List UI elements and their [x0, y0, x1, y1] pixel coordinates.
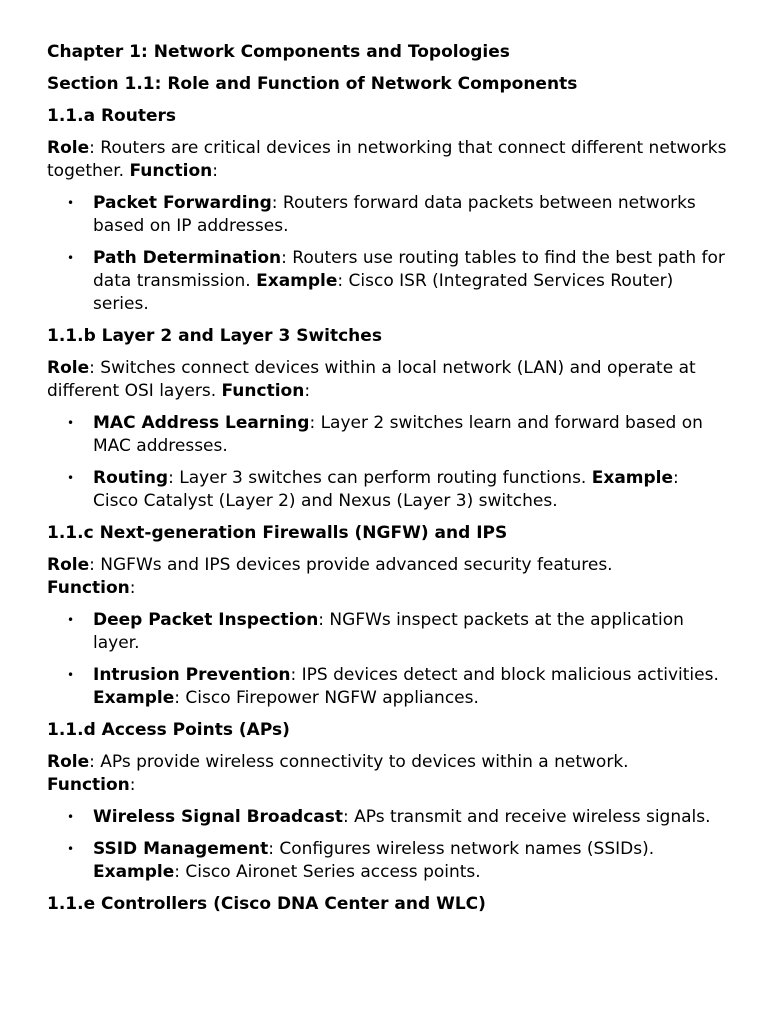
bullet-text: : IPS devices detect and block malicious activities.: [290, 665, 719, 685]
bullet-icon: •: [67, 416, 75, 430]
role-label: Role: [47, 555, 90, 575]
subsection-heading: 1.1.b Layer 2 and Layer 3 Switches: [47, 326, 382, 346]
bullet-text: : Layer 2 switches learn and forward based on MAC addresses.: [93, 413, 703, 456]
role-paragraph: Role: Switches connect devices within a local network (LAN) and operate at different OSI layers. Function:: [47, 358, 696, 401]
role-text: : APs provide wireless connectivity to devices within a network.: [89, 752, 629, 772]
bullet-term: Routing: [93, 468, 169, 488]
subsection-heading: 1.1.a Routers: [47, 106, 176, 126]
subsection-heading: 1.1.d Access Points (APs): [47, 720, 290, 740]
bullet-term: Path Determination: [93, 248, 282, 268]
role-label: Role: [47, 752, 90, 772]
bullet-term: MAC Address Learning: [93, 413, 310, 433]
subsection-switches: [47, 325, 728, 513]
list-item: [47, 664, 728, 710]
example-label: Example: [93, 688, 175, 708]
bullet-icon: •: [67, 613, 75, 627]
example-label: Example: [591, 468, 674, 488]
bullet-icon: •: [67, 810, 75, 824]
bullet-term: Deep Packet Inspection: [93, 610, 319, 630]
function-label: Function: [47, 578, 130, 598]
function-list: [47, 412, 728, 513]
example-label: Example: [256, 271, 338, 291]
bullet-icon: •: [67, 842, 75, 856]
role-label: Role: [47, 138, 90, 158]
bullet-text: : APs transmit and receive wireless signals.: [343, 807, 711, 827]
bullet-text: : Routers forward data packets between networks based on IP addresses.: [93, 193, 696, 236]
bullet-text: : NGFWs inspect packets at the application layer.: [93, 610, 684, 653]
function-list: [47, 609, 728, 710]
example-label: Example: [93, 862, 175, 882]
list-item: [47, 412, 728, 458]
section-title: Section 1.1: Role and Function of Network Components: [47, 74, 578, 94]
example-text: : Cisco Catalyst (Layer 2) and Nexus (Layer 3) switches.: [93, 468, 679, 511]
role-paragraph: Role: Routers are critical devices in networking that connect different networks together. Function:: [47, 138, 727, 181]
list-item: [47, 467, 728, 513]
bullet-icon: •: [67, 251, 75, 265]
function-label: Function: [221, 381, 305, 401]
list-item: [47, 192, 728, 238]
function-label: Function: [129, 161, 213, 181]
bullet-icon: •: [67, 668, 75, 682]
subsection-ngfw-ips: [47, 522, 728, 710]
example-text: : Cisco Firepower NGFW appliances.: [174, 688, 479, 708]
subsection-access-points: [47, 719, 728, 884]
example-text: : Cisco ISR (Integrated Services Router) series.: [93, 271, 674, 314]
list-item: [47, 838, 728, 884]
function-list: [47, 806, 728, 884]
bullet-text: : Layer 3 switches can perform routing functions.: [168, 468, 592, 488]
function-label: Function: [47, 775, 130, 795]
role-paragraph: Role: NGFWs and IPS devices provide advanced security features. Function:: [47, 555, 613, 598]
bullet-term: Wireless Signal Broadcast: [93, 807, 344, 827]
role-label: Role: [47, 358, 90, 378]
role-text: : Switches connect devices within a local network (LAN) and operate at different OSI layers.: [47, 358, 696, 401]
bullet-term: Packet Forwarding: [93, 193, 272, 213]
role-text: : NGFWs and IPS devices provide advanced security features.: [89, 555, 613, 575]
bullet-term: Intrusion Prevention: [93, 665, 291, 685]
subsection-routers: [47, 105, 728, 316]
chapter-title: Chapter 1: Network Components and Topologies: [47, 42, 510, 62]
subsection-heading: 1.1.c Next-generation Firewalls (NGFW) and IPS: [47, 523, 508, 543]
bullet-icon: •: [67, 471, 75, 485]
list-item: [47, 247, 728, 316]
role-paragraph: Role: APs provide wireless connectivity to devices within a network. Function:: [47, 752, 629, 795]
next-subsection-heading: 1.1.e Controllers (Cisco DNA Center and WLC): [47, 894, 486, 914]
list-item: [47, 609, 728, 655]
bullet-icon: •: [67, 196, 75, 210]
list-item: [47, 806, 728, 829]
function-list: [47, 192, 728, 316]
bullet-text: : Configures wireless network names (SSIDs).: [268, 839, 655, 859]
example-text: : Cisco Aironet Series access points.: [174, 862, 481, 882]
bullet-text: : Routers use routing tables to find the best path for data transmission.: [93, 248, 725, 291]
bullet-term: SSID Management: [93, 839, 269, 859]
role-text: : Routers are critical devices in networking that connect different networks together.: [47, 138, 727, 181]
